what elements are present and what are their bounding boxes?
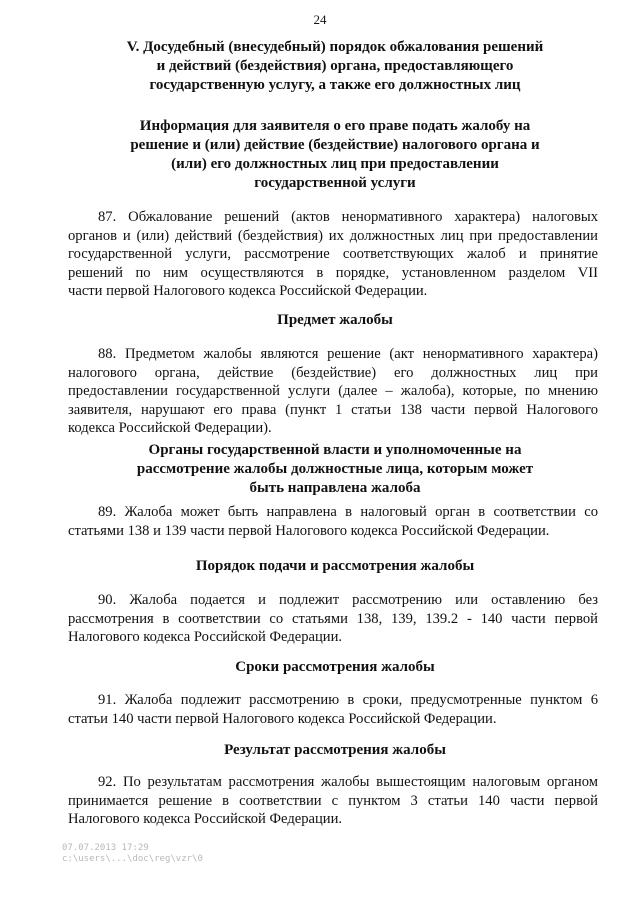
- result-heading: Результат рассмотрения жалобы: [224, 742, 446, 758]
- organs-heading-line: Органы государственной власти и уполномоченные на: [148, 442, 522, 458]
- organs-heading-line: рассмотрение жалобы должностные лица, которым может: [136, 461, 534, 477]
- footer-line: 07.07.2013 17:29: [62, 843, 149, 853]
- subject-heading: Предмет жалобы: [277, 312, 393, 328]
- paragraph-line: кодекса Российской Федерации).: [68, 420, 272, 437]
- paragraph-line: рассмотрения в соответствии со статьями 138, 139, 139.2 - 140 части первой: [68, 610, 598, 627]
- paragraph-line: 89. Жалоба может быть направлена в налоговый орган в соответствии со: [98, 504, 598, 520]
- paragraph-line: органов и (или) действий (бездействия) их должностных лиц при предоставлении: [68, 227, 598, 244]
- paragraph-line: 87. Обжалование решений (актов ненормативного характера) налоговых: [98, 209, 598, 225]
- paragraph-line: статьями 138 и 139 части первой Налогового кодекса Российской Федерации.: [68, 522, 550, 539]
- footer-line: c:\users\...\doc\reg\vzr\0: [62, 854, 203, 864]
- info-heading-line: решение и (или) действие (бездействие) налогового органа и: [130, 137, 540, 153]
- footer-stamp: [62, 843, 203, 865]
- paragraph-line: 91. Жалоба подлежит рассмотрению в сроки, предусмотренные пунктом 6: [98, 692, 598, 708]
- paragraph-92: [68, 773, 598, 829]
- paragraph-line: Налогового кодекса Российской Федерации.: [68, 811, 343, 828]
- section-title-line: государственную услугу, а также его должностных лиц: [149, 77, 521, 93]
- paragraph-line: заявителя, нарушают его права (пункт 1 статьи 138 части первой Налогового: [68, 401, 598, 418]
- paragraph-90: [68, 591, 598, 647]
- info-heading-line: Информация для заявителя о его праве подать жалобу на: [139, 118, 531, 134]
- section-title-line: V. Досудебный (внесудебный) порядок обжалования решений: [126, 39, 544, 55]
- paragraph-line: Налогового кодекса Российской Федерации.: [68, 629, 343, 646]
- paragraph-91: [68, 691, 598, 728]
- paragraph-line: 92. По результатам рассмотрения жалобы вышестоящим налоговым органом: [98, 774, 598, 790]
- paragraph-line: решений по ним осуществляются в порядке, установленном разделом VII: [68, 264, 598, 281]
- paragraph-line: государственной услуги, рассмотрение соответствующих жалоб и принятие: [68, 246, 598, 263]
- organs-heading: [60, 441, 610, 498]
- paragraph-87: [68, 208, 598, 301]
- organs-heading-line: быть направлена жалоба: [249, 480, 421, 496]
- paragraph-line: предоставлении государственной услуги (далее – жалоба), которые, по мнению: [68, 383, 598, 400]
- paragraph-line: налогового органа, действие (бездействие) его должностных лиц при: [68, 364, 598, 381]
- info-heading-line: государственной услуги: [254, 175, 416, 191]
- paragraph-line: принимается решение в соответствии с пунктом 3 статьи 140 части первой: [68, 792, 598, 809]
- section-title-line: и действий (бездействия) органа, предоставляющего: [156, 58, 514, 74]
- paragraph-line: 88. Предметом жалобы являются решение (акт ненормативного характера): [98, 346, 598, 362]
- paragraph-88: [68, 345, 598, 438]
- paragraph-line: статьи 140 части первой Налогового кодекса Российской Федерации.: [68, 710, 497, 727]
- page-number: 24: [313, 12, 327, 27]
- section-title: [60, 38, 610, 95]
- paragraph-line: 90. Жалоба подается и подлежит рассмотрению или оставлению без: [98, 592, 598, 608]
- procedure-heading: Порядок подачи и рассмотрения жалобы: [195, 558, 475, 574]
- info-heading-line: (или) его должностных лиц при предоставлении: [171, 156, 499, 172]
- terms-heading: Сроки рассмотрения жалобы: [235, 659, 435, 675]
- paragraph-89: [68, 503, 598, 540]
- paragraph-line: части первой Налогового кодекса Российской Федерации.: [68, 283, 428, 300]
- info-heading: [60, 117, 610, 193]
